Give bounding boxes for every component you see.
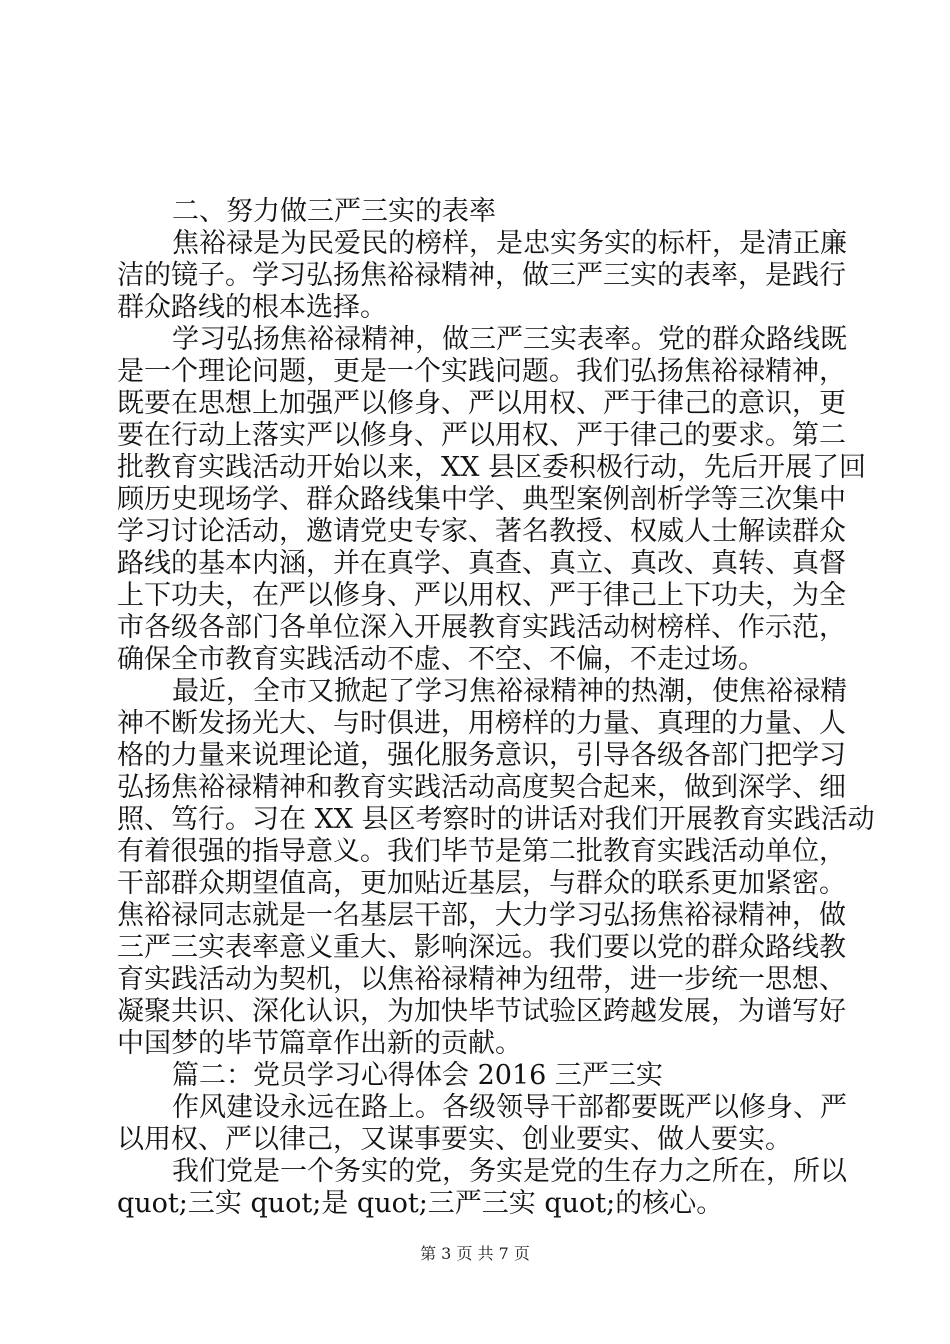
text-line: 学习讨论活动，邀请党史专家、著名教授、权威人士解读群众 bbox=[117, 516, 846, 547]
text-line: 市各级各部门各单位深入开展教育实践活动树榜样、作示范， bbox=[117, 612, 846, 643]
text-line: 以用权、严以律己，又谋事要实、创业要实、做人要实。 bbox=[117, 1124, 792, 1155]
text-line: 育实践活动为契机，以焦裕禄精神为纽带，进一步统一思想、 bbox=[117, 964, 846, 995]
text-line: 路线的基本内涵，并在真学、真查、真立、真改、真转、真督 bbox=[117, 548, 846, 579]
text-line: 最近，全市又掀起了学习焦裕禄精神的热潮，使焦裕禄精 bbox=[172, 676, 847, 707]
text-line: 三严三实表率意义重大、影响深远。我们要以党的群众路线教 bbox=[117, 932, 846, 963]
text-line: quot;三实 quot;是 quot;三严三实 quot;的核心。 bbox=[117, 1188, 724, 1219]
text-line: 凝聚共识、深化认识，为加快毕节试验区跨越发展，为谱写好 bbox=[117, 996, 846, 1027]
text-line: 既要在思想上加强严以修身、严以用权、严于律己的意识，更 bbox=[117, 388, 846, 419]
text-line: 格的力量来说理论道，强化服务意识，引导各级各部门把学习 bbox=[117, 740, 846, 771]
text-line: 作风建设永远在路上。各级领导干部都要既严以修身、严 bbox=[172, 1092, 847, 1123]
page-footer bbox=[0, 1244, 950, 1264]
text-line: 焦裕禄是为民爱民的榜样，是忠实务实的标杆，是清正廉 bbox=[172, 228, 847, 259]
text-line: 顾历史现场学、群众路线集中学、典型案例剖析学等三次集中 bbox=[117, 484, 846, 515]
text-line: 照、笃行。习在 XX 县区考察时的讲话对我们开展教育实践活动 bbox=[117, 804, 875, 835]
text-line: 确保全市教育实践活动不虚、不空、不偏，不走过场。 bbox=[117, 644, 765, 675]
document-body bbox=[117, 196, 875, 1220]
text-line: 上下功夫，在严以修身、严以用权、严于律己上下功夫，为全 bbox=[117, 580, 846, 611]
text-line: 有着很强的指导意义。我们毕节是第二批教育实践活动单位， bbox=[117, 836, 846, 867]
text-line: 二、努力做三严三实的表率 bbox=[172, 196, 496, 227]
text-line: 神不断发扬光大、与时俱进，用榜样的力量、真理的力量、人 bbox=[117, 708, 846, 739]
page-number: 第 3 页 共 7 页 bbox=[420, 1244, 530, 1263]
text-line: 中国梦的毕节篇章作出新的贡献。 bbox=[117, 1028, 522, 1059]
text-line: 学习弘扬焦裕禄精神，做三严三实表率。党的群众路线既 bbox=[172, 324, 847, 355]
text-line: 批教育实践活动开始以来，XX 县区委积极行动，先后开展了回 bbox=[117, 452, 867, 483]
text-line: 群众路线的根本选择。 bbox=[117, 292, 387, 323]
text-line: 焦裕禄同志就是一名基层干部，大力学习弘扬焦裕禄精神，做 bbox=[117, 900, 846, 931]
text-line: 要在行动上落实严以修身、严以用权、严于律己的要求。第二 bbox=[117, 420, 846, 451]
text-line: 我们党是一个务实的党，务实是党的生存力之所在，所以 bbox=[172, 1156, 847, 1187]
text-line: 洁的镜子。学习弘扬焦裕禄精神，做三严三实的表率，是践行 bbox=[117, 260, 846, 291]
text-line: 弘扬焦裕禄精神和教育实践活动高度契合起来，做到深学、细 bbox=[117, 772, 846, 803]
text-line: 是一个理论问题，更是一个实践问题。我们弘扬焦裕禄精神， bbox=[117, 356, 846, 387]
text-line: 篇二：党员学习心得体会 2016 三严三实 bbox=[172, 1060, 663, 1091]
text-line: 干部群众期望值高，更加贴近基层，与群众的联系更加紧密。 bbox=[117, 868, 846, 899]
